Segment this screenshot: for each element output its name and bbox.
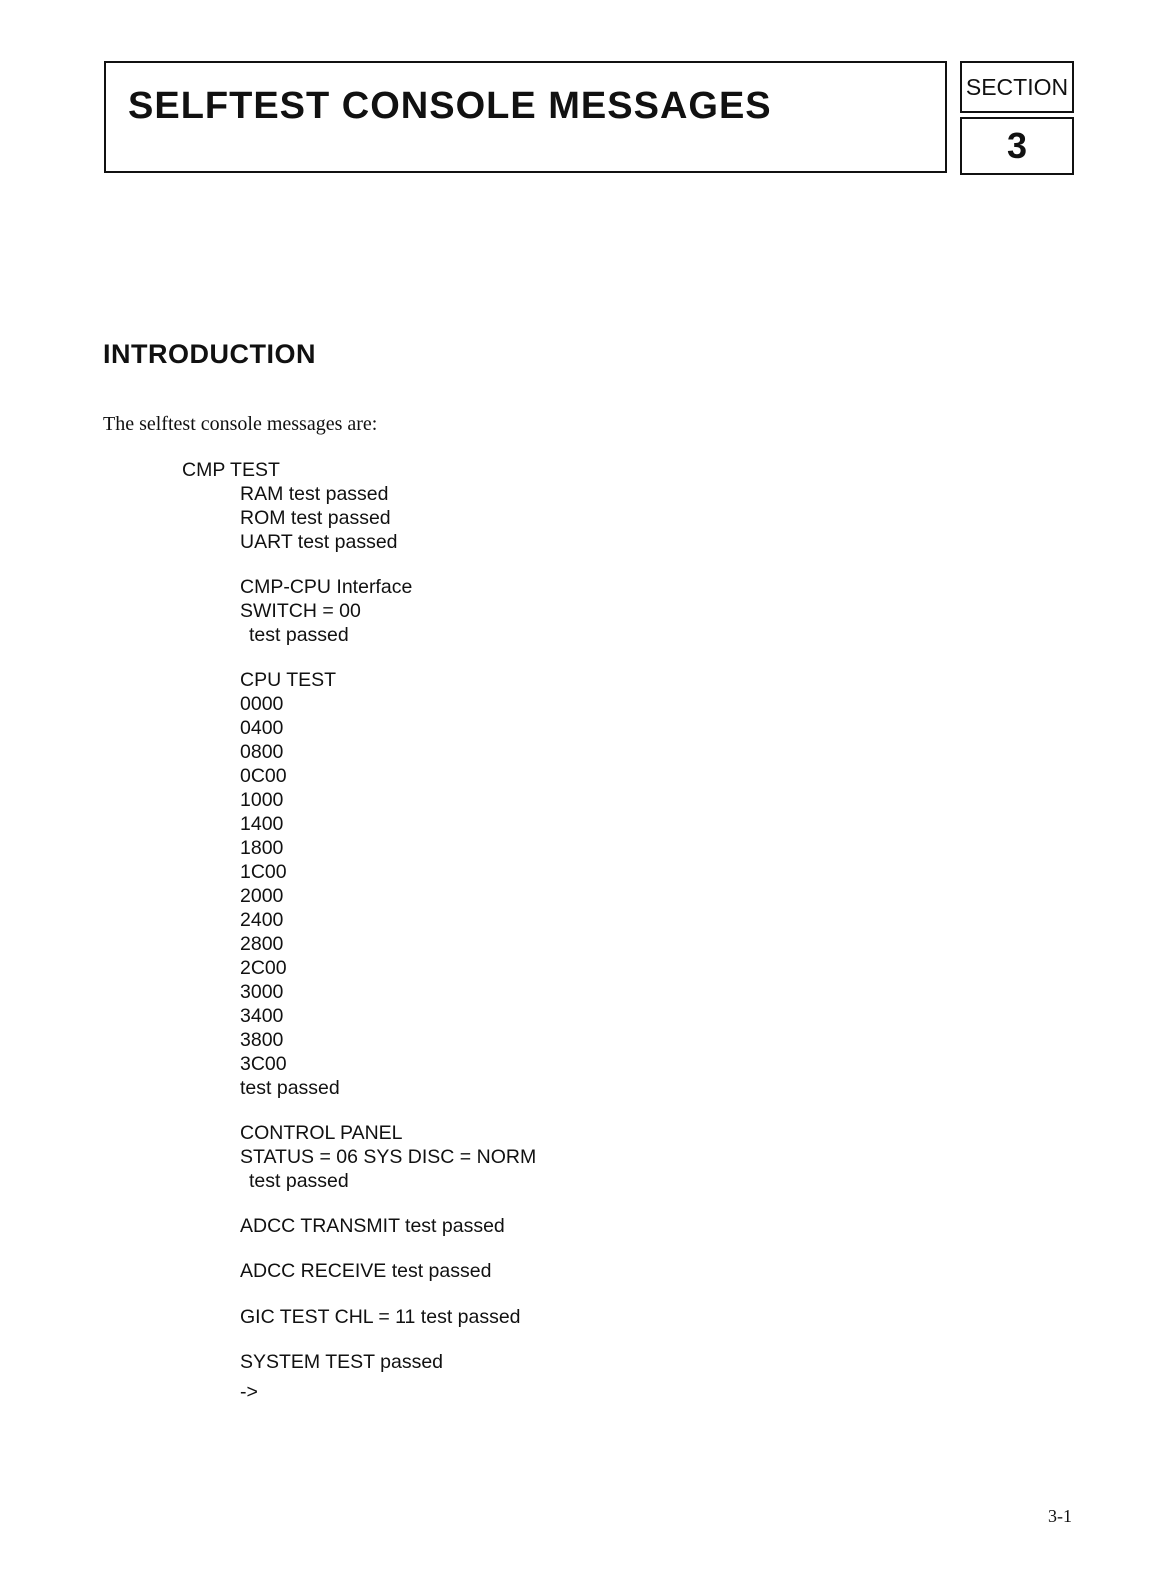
title-box xyxy=(104,61,947,173)
cpu-address-line: 0400 xyxy=(240,717,284,739)
ram-test-line: RAM test passed xyxy=(240,483,389,505)
cpu-address-line: 3000 xyxy=(240,981,284,1003)
page-number: 3-1 xyxy=(1048,1506,1072,1526)
cpu-address-line: 3C00 xyxy=(240,1053,287,1075)
rom-test-line: ROM test passed xyxy=(240,507,391,529)
cpu-address-line: 3400 xyxy=(240,1005,284,1027)
console-prompt: -> xyxy=(240,1381,258,1403)
gic-test-line: GIC TEST CHL = 11 test passed xyxy=(240,1306,521,1328)
switch-line: SWITCH = 00 xyxy=(240,600,361,622)
cpu-address-line: 2000 xyxy=(240,885,284,907)
uart-test-line: UART test passed xyxy=(240,531,398,553)
control-panel-passed-line: test passed xyxy=(249,1170,349,1192)
cpu-address-line: 1000 xyxy=(240,789,284,811)
cpu-address-line: 1800 xyxy=(240,837,284,859)
cpu-address-line: 1C00 xyxy=(240,861,287,883)
cpu-address-line: 2800 xyxy=(240,933,284,955)
cpu-passed-line: test passed xyxy=(240,1077,340,1099)
introduction-heading: INTRODUCTION xyxy=(103,339,316,369)
status-line: STATUS = 06 SYS DISC = NORM xyxy=(240,1146,537,1168)
cpu-address-line: 0800 xyxy=(240,741,284,763)
cpu-test-line: CPU TEST xyxy=(240,669,337,691)
cpu-address-line: 2400 xyxy=(240,909,284,931)
cpu-address-line: 2C00 xyxy=(240,957,287,979)
adcc-receive-line: ADCC RECEIVE test passed xyxy=(240,1260,492,1282)
cpu-address-line: 0000 xyxy=(240,693,284,715)
cpu-address-line: 3800 xyxy=(240,1029,284,1051)
cmp-test-line: CMP TEST xyxy=(182,459,280,481)
intro-text: The selftest console messages are: xyxy=(103,413,378,435)
cmp-cpu-interface-line: CMP-CPU Interface xyxy=(240,576,413,598)
interface-passed-line: test passed xyxy=(249,624,349,646)
page-title: SELFTEST CONSOLE MESSAGES xyxy=(128,85,772,127)
section-label: SECTION xyxy=(960,61,1074,113)
section-number: 3 xyxy=(960,117,1074,175)
control-panel-line: CONTROL PANEL xyxy=(240,1122,403,1144)
system-test-line: SYSTEM TEST passed xyxy=(240,1351,444,1373)
cpu-address-line: 0C00 xyxy=(240,765,287,787)
cpu-address-line: 1400 xyxy=(240,813,284,835)
adcc-transmit-line: ADCC TRANSMIT test passed xyxy=(240,1215,505,1237)
